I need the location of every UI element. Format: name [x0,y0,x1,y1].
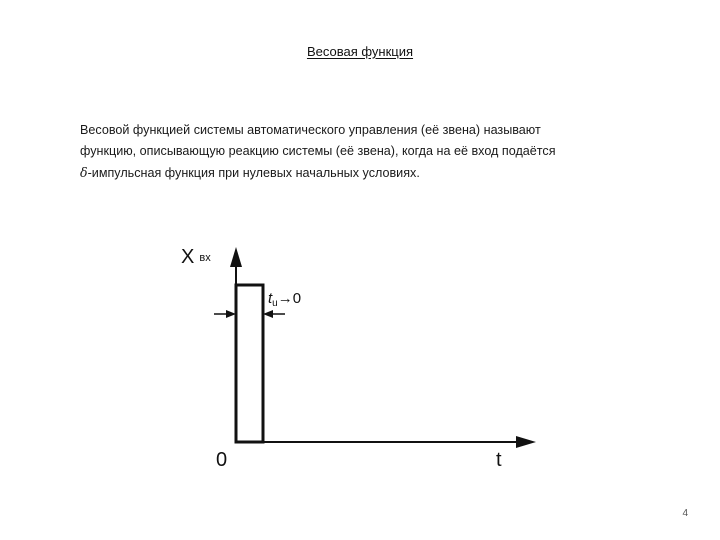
page-number: 4 [682,508,688,519]
origin-label: 0 [216,449,228,471]
definition-line-3-text: -импульсная функция при нулевых начальных условиях. [87,166,420,180]
pulse-width-label: $t_u\to 0$ [268,290,302,309]
y-axis-label: Xвх [181,246,211,268]
slide-title-text: Весовая функция [306,44,414,59]
x-axis-label: t [496,449,502,471]
y-axis-arrowhead [230,247,242,267]
delta-symbol: δ [80,165,88,180]
definition-line-2: функцию, описывающую реакцию системы (её звена), когда на её вход подаётся [80,144,556,158]
x-axis-arrowhead [516,436,536,448]
impulse-pulse [236,285,263,442]
definition-line-1: Весовой функцией системы автоматического управления (её звена) называют [80,123,541,137]
